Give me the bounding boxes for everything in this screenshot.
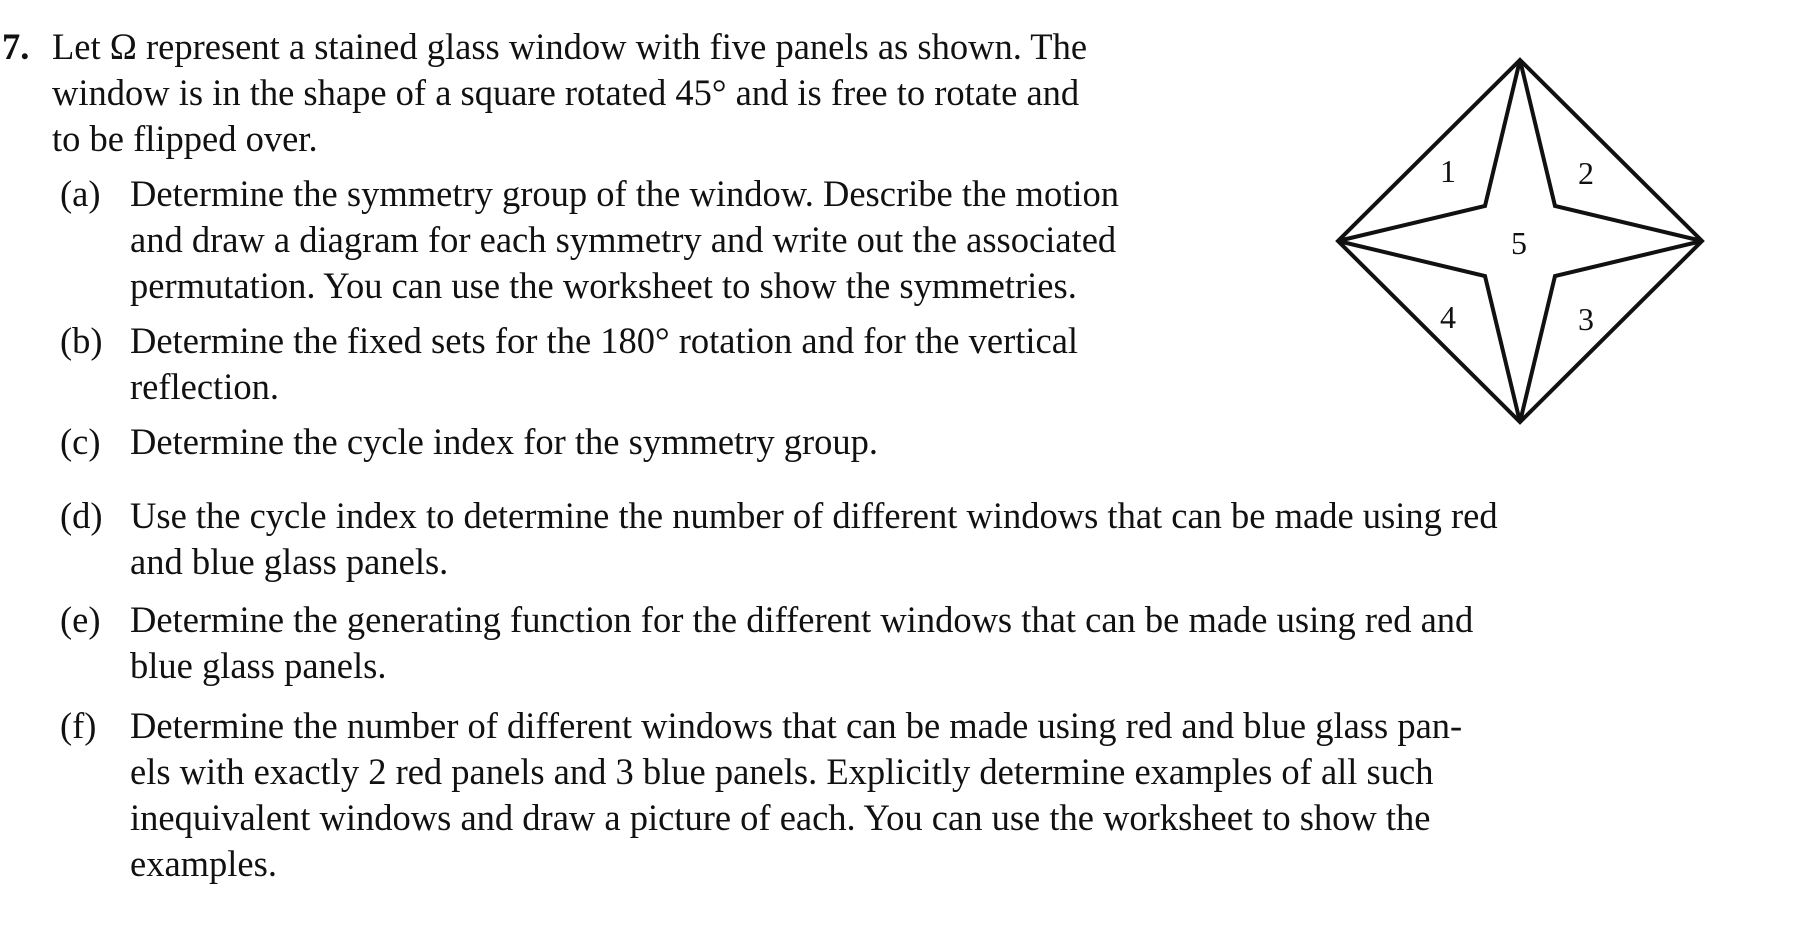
part-e-label: (e) [60,599,101,640]
stained-glass-window-figure [1320,50,1720,440]
intro-line: window is in the shape of a square rotated 45° and is free to rotate and [52,72,1080,113]
part-e-line: Determine the generating function for the different windows that can be made using red and [130,599,1474,640]
part-f-line: examples. [130,843,277,884]
intro-line: Let Ω represent a stained glass window with five panels as shown. The [52,26,1088,67]
panel-label-1: 1 [1440,153,1456,189]
part-b-line: reflection. [130,366,279,407]
part-f-line: Determine the number of different windows that can be made using red and blue glass pan- [130,705,1463,746]
part-b-label: (b) [60,320,103,361]
window-diagram [1320,50,1720,440]
panel-label-4: 4 [1440,299,1456,335]
part-a-label: (a) [60,173,101,214]
part-a-line: permutation. You can use the worksheet to show the symmetries. [130,265,1077,306]
panel-label-3: 3 [1578,301,1594,337]
part-e-line: blue glass panels. [130,645,387,686]
part-f-line: inequivalent windows and draw a picture of each. You can use the worksheet to show the [130,797,1431,838]
part-d-line: Use the cycle index to determine the number of different windows that can be made using red [130,495,1498,536]
part-d-label: (d) [60,495,103,536]
part-f-line: els with exactly 2 red panels and 3 blue panels. Explicitly determine examples of all such [130,751,1434,792]
problem-number: 7. [2,26,30,67]
panel-label-2: 2 [1578,155,1594,191]
part-b-line: Determine the fixed sets for the 180° rotation and for the vertical [130,320,1079,361]
part-f-label: (f) [60,705,97,746]
panel-label-5: 5 [1511,225,1527,261]
intro-line: to be flipped over. [52,118,318,159]
part-a-line: and draw a diagram for each symmetry and write out the associated [130,219,1117,260]
part-d-line: and blue glass panels. [130,541,449,582]
part-c-label: (c) [60,421,101,462]
part-a-line: Determine the symmetry group of the window. Describe the motion [130,173,1119,214]
part-c-line: Determine the cycle index for the symmetry group. [130,421,879,462]
